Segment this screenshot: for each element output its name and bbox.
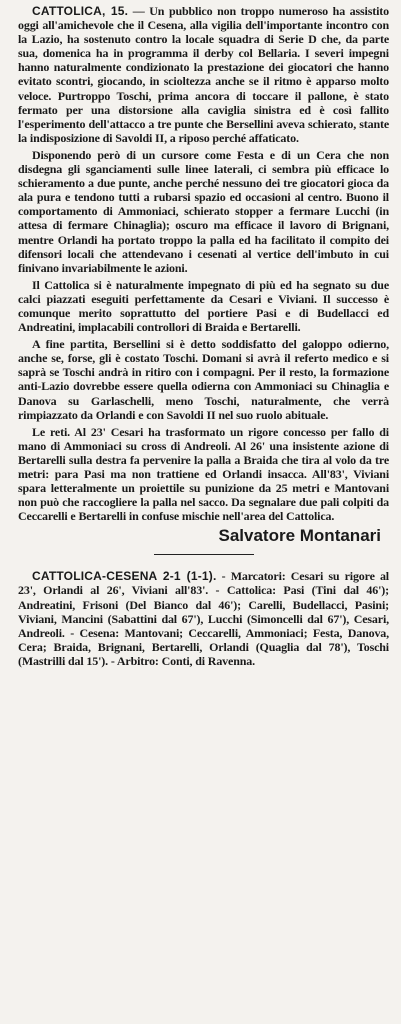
match-summary: [18, 569, 389, 668]
section-divider: [154, 554, 254, 555]
paragraph-text: — Un pubblico non troppo numeroso ha assistito oggi all'amichevole che il Cesena, alla vigilia dell'importante incontro con la Lazio, ha sostenuto contro la locale squadra di Serie D che, da parte sua, domenica ha in programma il derby col Bellaria. I severi impegni hanno naturalmente condizionato la prestazione dei giocatori che hanno evitato scontri, giocando, in scioltezza anche se il ritmo è apparso molto veloce. Purtroppo Toschi, prima ancora di toccare il pallone, è stato fermato per una distorsione alla caviglia sinistra ed è così fallito l'esperimento dell'attacco a tre punte che Bersellini aveva schierato, stante la indisposizione di Savoldi II, a riposo perché affaticato.: [18, 4, 389, 145]
dateline: CATTOLICA, 15.: [32, 4, 129, 18]
match-lineups-text: - Marcatori: Cesari su rigore al 23', Orlandi al 26', Viviani all'83'. - Cattolica: Pasi (Tini dal 46'); Andreatini, Frisoni (Del Bianco dal 46'); Carelli, Budellacci, Pasini; Viviani, Mancini (Sabattini dal 67'), Lucchi (Simoncelli dal 67'), Cesari, Andreoli. - Cesena: Mantovani; Ceccarelli, Ammoniaci; Festa, Danova, Cera; Braida, Brignani, Bertarelli, Orlandi (Quaglia dal 78'), Toschi (Mastrilli dal 15'). - Arbitro: Conti, di Ravenna.: [18, 569, 389, 668]
article-paragraph-5: Le reti. Al 23' Cesari ha trasformato un rigore concesso per fallo di mano di Ammoniaci su cross di Andreoli. Al 26' una insistente azione di Bertarelli sulla destra fa pervenire la palla a Braida che tira al volo da tre metri: para Pasi ma non trattiene ed Orlandi insacca. All'83', Viviani spara letteralmente un proiettile su punizione da 25 metri e Mantovani non può che raccogliere la palla nel sacco. Da segnalare due pali colpiti da Ceccarelli e Bertarelli in confuse mischie nell'area del Cattolica.: [18, 424, 389, 524]
article-paragraph-4: A fine partita, Bersellini si è detto soddisfatto del galoppo odierno, anche se, forse, gli è costato Toschi. Domani si avrà il referto medico e si saprà se Toschi andrà in ritiro con i compagni. Per il resto, la formazione anti-Lazio dovrebbe essere quella odierna con Ammoniaci su Chinaglia e Danova su Garlaschelli, meno Toschi, naturalmente, che verrà rimpiazzato da Orlandi e con Savoldi II nel suo ruolo abituale.: [18, 337, 389, 422]
article-paragraph-1: [18, 4, 389, 145]
author-byline: Salvatore Montanari: [218, 526, 381, 546]
article-paragraph-2: Disponendo però di un cursore come Festa e di un Cera che non disdegna gli sganciamenti sulle linee laterali, ci sembra più efficace lo schieramento a due punte, anche perché nessuno dei tre giocatori gioca da ala pura e tendono tutti a rubarsi spazio ed occasioni al centro. Buono il comportamento di Ammoniaci, schierato stopper a fermare Lucchi (in attesa di fermare Chinaglia); oscuro ma efficace il lavoro di Brignani, mentre Orlandi ha portato troppo la palla ed ha facilitato il compito dei difensori locali che attendevano i cesenati al vertice dell'imbuto in cui finivano invariabilmente le azioni.: [18, 147, 389, 275]
article-paragraph-3: Il Cattolica si è naturalmente impegnato di più ed ha segnato su due calci piazzati eseguiti perfettamente da Cesari e Viviani. Il successo è comunque merito soprattutto del portiere Pasi e di Budellacci ed Andreatini, implacabili controllori di Braida e Bertarelli.: [18, 277, 389, 335]
match-result-title: CATTOLICA-CESENA 2-1 (1-1).: [32, 569, 217, 584]
